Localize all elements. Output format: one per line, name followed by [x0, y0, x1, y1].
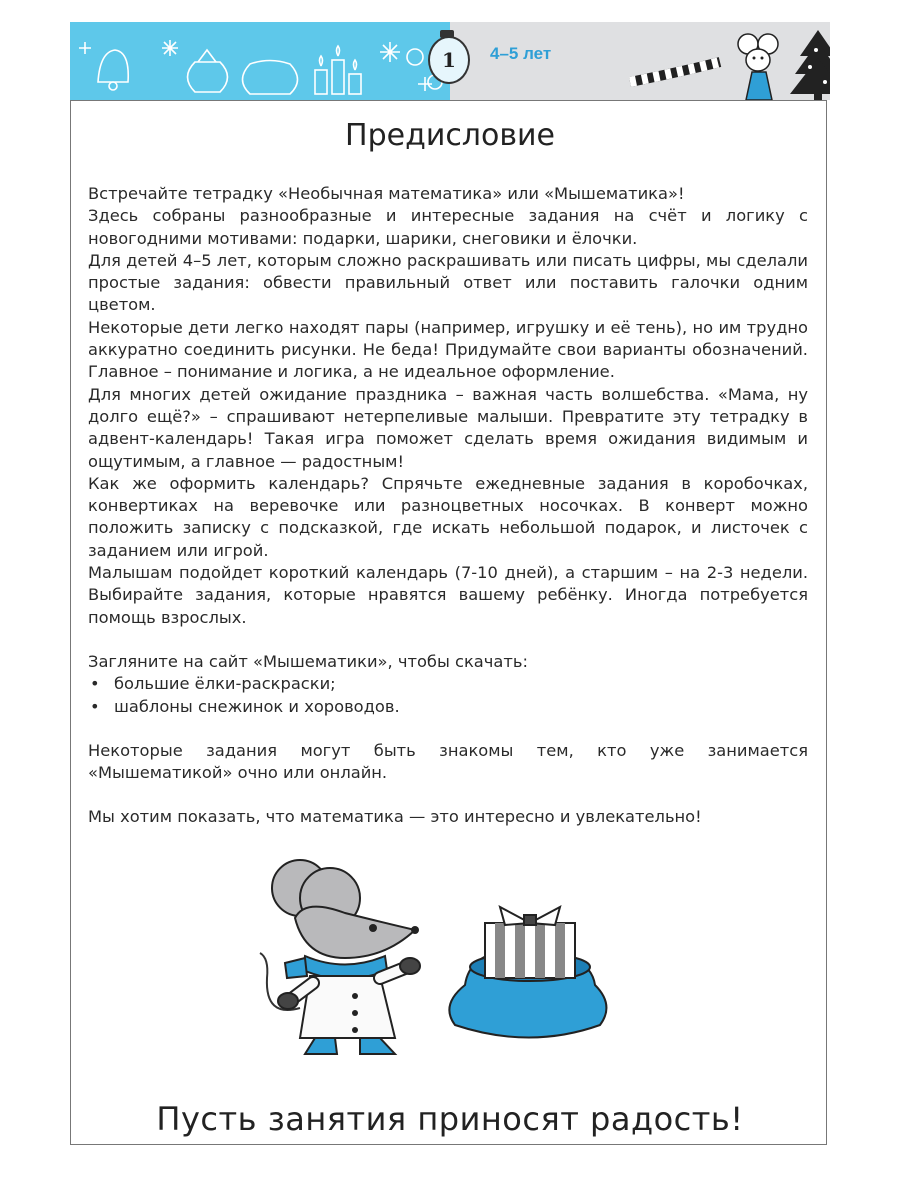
- christmas-decor-icon: [70, 22, 450, 100]
- closing-line: Пусть занятия приносят радость!: [156, 1100, 744, 1138]
- list-item: • большие ёлки-раскраски;: [88, 673, 808, 695]
- paragraph: Загляните на сайт «Мышематики», чтобы скачать:: [88, 651, 528, 671]
- list-item: • шаблоны снежинок и хороводов.: [88, 696, 808, 718]
- header-decor-panel: [70, 22, 450, 100]
- paragraph: Некоторые задания могут быть знакомы тем, кто уже занимается «Мышематикой» очно или онлайн.: [88, 740, 808, 783]
- paragraph: Встречайте тетрадку «Необычная математика» или «Мышематика»!: [88, 184, 685, 203]
- paragraph: Для детей 4–5 лет, которым сложно раскрашивать или писать цифры, мы сделали простые задания: обвести правильный ответ или поставить галочки одним цветом.: [88, 250, 808, 315]
- gift-bag-illustration: [440, 895, 620, 1055]
- age-label: 4–5 лет: [490, 44, 552, 63]
- paragraph: Как же оформить календарь? Спрячьте ежедневные задания в коробочках, конвертиках на веревочке или разноцветных носочках. В конверт можно положить записку с подсказкой, где искать небольшой подарок, и листочек с заданием или игрой.: [88, 473, 808, 560]
- paragraph: Для многих детей ожидание праздника – важная часть волшебства. «Мама, ну долго ещё?» – спрашивают нетерпеливые малыши. Превратите эту тетрадку в адвент-календарь! Такая игра поможет сделать время ожидания видимым и ощутимым, а главное — радостным!: [88, 384, 808, 471]
- body-text: [88, 183, 808, 829]
- paragraph: Некоторые дети легко находят пары (например, игрушку и её тень), но им трудно аккуратно соединить рисунки. Не беда! Придумайте свои варианты обозначений. Главное – понимание и логика, а не идеальное оформление.: [88, 317, 808, 382]
- mouse-illustration: [255, 858, 435, 1058]
- paragraph: Малышам подойдет короткий календарь (7-10 дней), а старшим – на 2-3 недели. Выбирайте задания, которые нравятся вашему ребёнку. Иногда потребуется помощь взрослых.: [88, 563, 808, 627]
- christmas-tree-icon: [790, 30, 830, 100]
- page-number: 1: [428, 36, 470, 84]
- paragraph: Мы хотим показать, что математика — это интересно и увлекательно!: [88, 807, 702, 827]
- page-title: Предисловие: [345, 118, 555, 153]
- paragraph: Здесь собраны разнообразные и интересные задания на счёт и логику с новогодними мотивами: подарки, шарики, снеговики и ёлочки.: [88, 206, 808, 248]
